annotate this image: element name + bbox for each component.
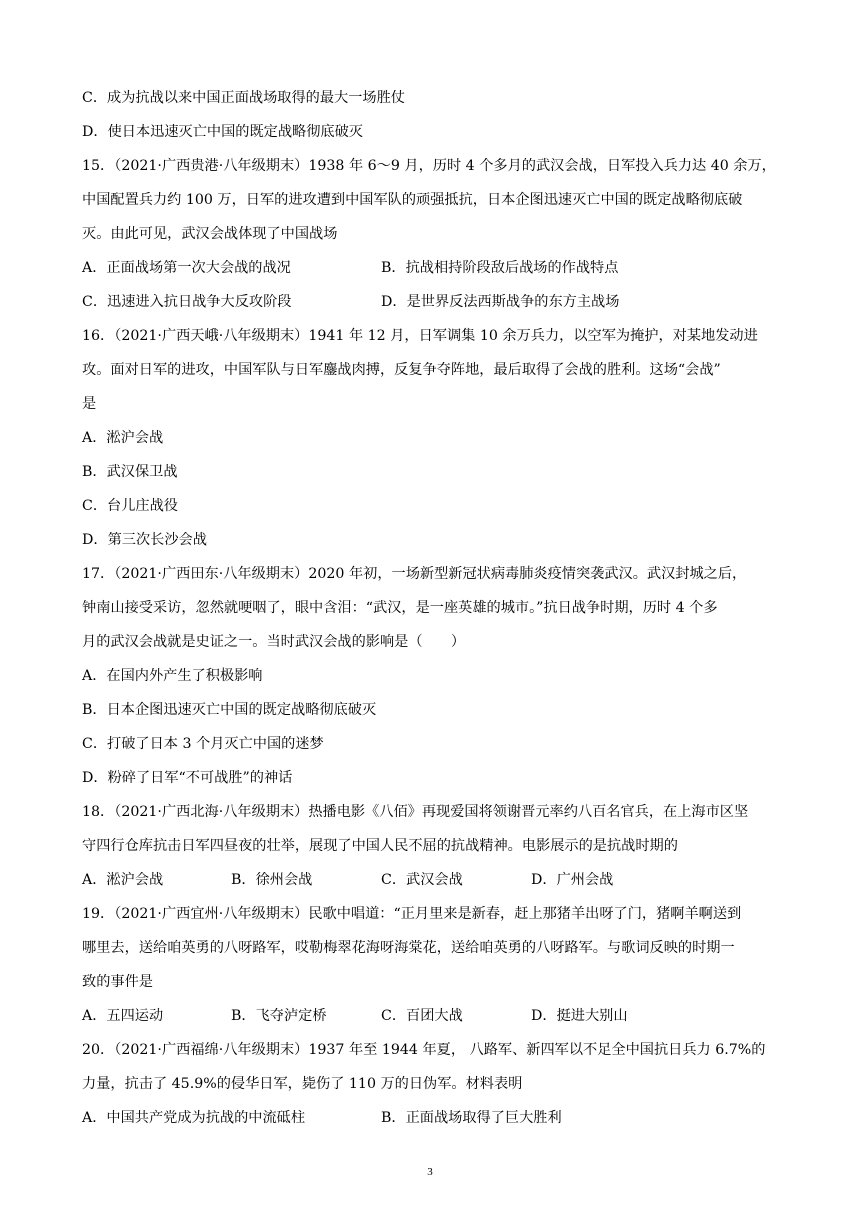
- q14-option-d: D．使日本迅速灭亡中国的既定战略彻底破灭: [82, 124, 363, 140]
- q17-stem-line-2: 钟南山接受采访，忽然就哽咽了，眼中含泪：“武汉，是一座英雄的城市。”抗日战争时期，历时 4 个多: [82, 600, 718, 616]
- q17-stem-line-1: 17．（2021·广西田东·八年级期末）2020 年初，一场新型新冠状病毒肺炎疫情突袭武汉。武汉封城之后，: [82, 566, 747, 582]
- q15-stem-line-1: 15．（2021·广西贵港·八年级期末）1938 年 6～9 月，历时 4 个多月的武汉会战，日军投入兵力达 40 余万，: [82, 158, 776, 174]
- q18-option-c: C．武汉会战: [381, 872, 463, 888]
- q17-option-d: D．粉碎了日军“不可战胜”的神话: [82, 770, 293, 786]
- q19-option-b: B．飞夺泸定桥: [231, 1008, 327, 1024]
- q16-stem-line-3: 是: [82, 396, 97, 412]
- q19-stem-line-3: 致的事件是: [82, 974, 153, 990]
- q20-option-b: B．正面战场取得了巨大胜利: [381, 1110, 562, 1126]
- q15-option-c: C．迅速进入抗日战争大反攻阶段: [82, 294, 292, 310]
- q19-stem-line-2: 哪里去，送给咱英勇的八呀路军，哎勒梅翠花海呀海棠花，送给咱英勇的八呀路军。与歌词反映的时期一: [82, 940, 735, 956]
- q19-option-a: A．五四运动: [82, 1008, 164, 1024]
- q16-option-b: B．武汉保卫战: [82, 464, 178, 480]
- q16-option-c: C．台儿庄战役: [82, 498, 178, 514]
- q16-option-d: D．第三次长沙会战: [82, 532, 207, 548]
- q16-stem-line-2: 攻。面对日军的进攻，中国军队与日军鏖战肉搏，反复争夺阵地，最后取得了会战的胜利。这场“会战”: [82, 362, 721, 378]
- q19-stem-line-1: 19．（2021·广西宜州·八年级期末）民歌中唱道：“正月里来是新春，赶上那猪羊出呀了门，猪啊羊啊送到: [82, 906, 742, 922]
- q18-option-d: D．广州会战: [531, 872, 614, 888]
- q20-stem-line-2: 力量，抗击了 45.9%的侵华日军，毙伤了 110 万的日伪军。材料表明: [82, 1076, 523, 1092]
- q18-option-b: B．徐州会战: [231, 872, 313, 888]
- q17-option-c: C．打破了日本 3 个月灭亡中国的迷梦: [82, 736, 324, 752]
- q18-option-a: A．淞沪会战: [82, 872, 164, 888]
- page-number: 3: [427, 1166, 433, 1178]
- q18-stem-line-1: 18．（2021·广西北海·八年级期末）热播电影《八佰》再现爱国将领谢晋元率约八百名官兵，在上海市区坚: [82, 804, 749, 820]
- q15-option-b: B．抗战相持阶段敌后战场的作战特点: [381, 260, 619, 276]
- q17-option-a: A．在国内外产生了积极影响: [82, 668, 263, 684]
- q17-stem-line-3: 月的武汉会战就是史证之一。当时武汉会战的影响是（ ）: [82, 634, 466, 650]
- q16-stem-line-1: 16．（2021·广西天峨·八年级期末）1941 年 12 月，日军调集 10 余万兵力，以空军为掩护，对某地发动进: [82, 328, 758, 344]
- q17-option-b: B．日本企图迅速灭亡中国的既定战略彻底破灭: [82, 702, 377, 718]
- q16-option-a: A．淞沪会战: [82, 430, 164, 446]
- q18-stem-line-2: 守四行仓库抗击日军四昼夜的壮举，展现了中国人民不屈的抗战精神。电影展示的是抗战时期的: [82, 838, 678, 854]
- q14-option-c: C．成为抗战以来中国正面战场取得的最大一场胜仗: [82, 90, 405, 106]
- q19-option-d: D．挺进大别山: [531, 1008, 628, 1024]
- q15-option-d: D．是世界反法西斯战争的东方主战场: [381, 294, 620, 310]
- q15-stem-line-3: 灭。由此可见，武汉会战体现了中国战场: [82, 226, 338, 242]
- q20-stem-line-1: 20．（2021·广西福绵·八年级期末）1937 年至 1944 年夏， 八路军、新四军以不足全中国抗日兵力 6.7%的: [82, 1042, 766, 1058]
- q15-option-a: A．正面战场第一次大会战的战况: [82, 260, 291, 276]
- q20-option-a: A．中国共产党成为抗战的中流砥柱: [82, 1110, 306, 1126]
- q19-option-c: C．百团大战: [381, 1008, 463, 1024]
- q15-stem-line-2: 中国配置兵力约 100 万，日军的进攻遭到中国军队的顽强抵抗，日本企图迅速灭亡中国的既定战略彻底破: [82, 192, 743, 208]
